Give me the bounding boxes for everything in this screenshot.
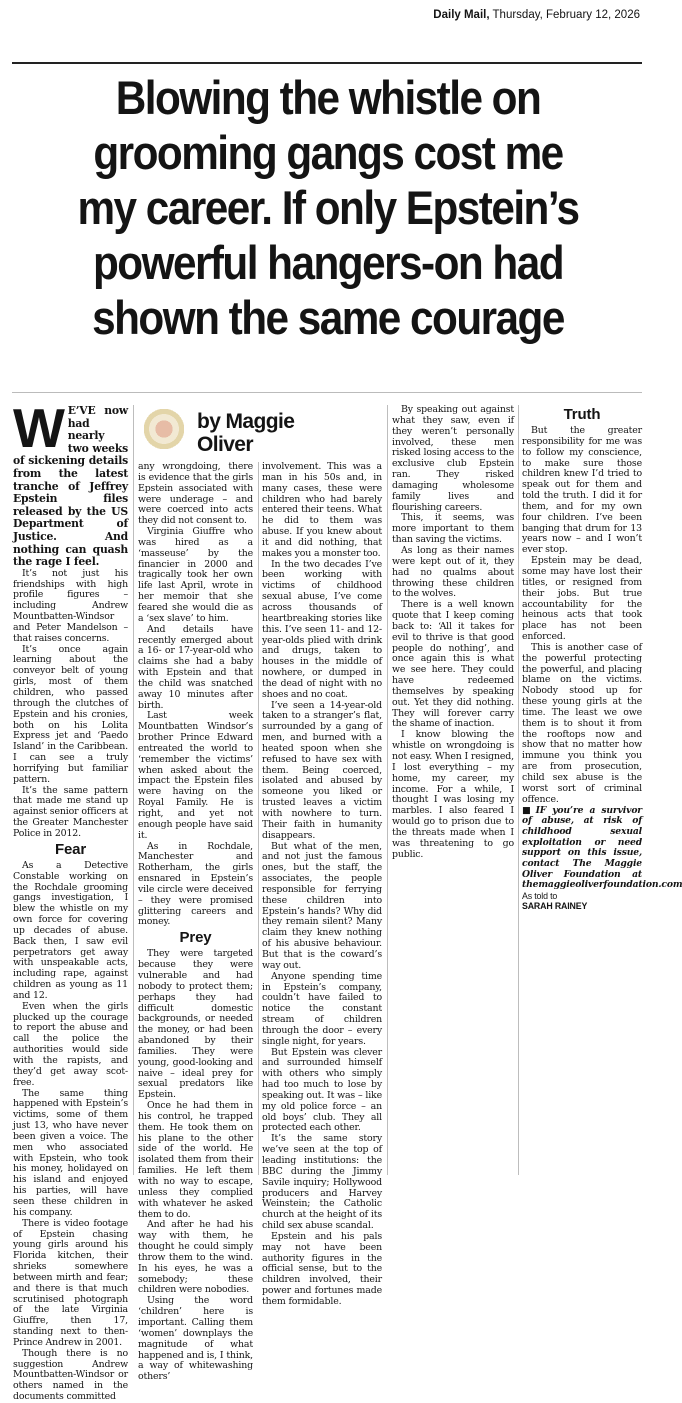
lead-paragraph	[13, 397, 128, 569]
paragraph: any wrongdoing, there is evidence that the girls Epstein associated with were underage – and were coerced into acts they did not consent to.	[138, 461, 253, 527]
paragraph: It’s not just his friendships with high profile figures – including Andrew Mountbatten-Windsor and Peter Mandelson – that raises concerns.	[13, 567, 128, 644]
paragraph: This, it seems, was more important to them than saving the victims.	[392, 512, 514, 546]
as-told-to	[522, 891, 642, 911]
paragraph: Though there is no suggestion Andrew Mountbatten-Windsor or others named in the documents committed	[13, 1347, 128, 1403]
support-note-text: IF you’re a survivor of abuse, at risk of childhood sexual exploitation or need support on this issue, contact The Maggie Oliver Foundation at themaggieoliverfoundation.com	[522, 804, 682, 891]
paragraph: There is video footage of Epstein chasing young girls around his Florida kitchen, their shrieks somewhere between mirth and fear; and there is that much scrutinised photograph of the late Virginia Giuffre, then 17, standing next to then-Prince Andrew in 2001.	[13, 1217, 128, 1348]
paragraph: They were targeted because they were vulnerable and had nobody to protect them; perhaps they had difficult domestic backgrounds, or needed the money, or had been abandoned by their families. They were young, good-looking and naive – ideal prey for sexual predators like Epstein.	[138, 948, 253, 1101]
paragraph: In the two decades I’ve been working with victims of childhood sexual abuse, I’ve come across thousands of heartbreaking stories like this. I’ve seen 11- and 12-year-olds plied with drink and drugs, taken to houses in the middle of nowhere, or dumped in the dead of night with no shoes and no coat.	[262, 558, 382, 700]
author-photo	[138, 406, 190, 456]
paragraph: Using the word ‘children’ here is important. Calling them ‘women’ downplays the magnitude of what happened and is, I think, a way of whitewashing others’	[138, 1295, 253, 1383]
paragraph: Epstein and his pals may not have been authority figures in the official sense, but to the children involved, their power and fortunes made them formidable.	[262, 1230, 382, 1307]
paragraph: There is a well known quote that I keep coming back to: ‘All it takes for evil to thrive is that good people do nothing’, and once again this is what we see here. They could have redeemed themselves by speaking out. Yet they did nothing. They will forever carry the shame of inaction.	[392, 599, 514, 730]
drop-cap: W	[13, 397, 65, 459]
subhead-truth: Truth	[563, 406, 601, 423]
headline-divider	[12, 392, 642, 393]
headline-line: Blowing the whistle on	[115, 71, 541, 124]
paragraph: This is another case of the powerful protecting the powerful, and placing blame on the victims. Nobody stood up for these young girls at the time. The least we owe them is to shout it from the rooftops now and show that no matter how immune you think you are from prosecution, child sex abuse is the worst sort of criminal offence.	[522, 641, 642, 805]
paragraph: Even when the girls plucked up the courage to report the abuse and call the police the authorities would side with the rapists, and they’d get away scot-free.	[13, 1000, 128, 1088]
byline-line-2: Oliver	[197, 433, 253, 456]
paragraph: I’ve seen a 14-year-old taken to a stranger’s flat, surrounded by a gang of men, and burned with a heated spoon when she refused to have sex with them. Being coerced, isolated and abused by someone you liked or trusted leaves a victim with nowhere to turn. Their faith in humanity disappears.	[262, 699, 382, 841]
article-column-1	[13, 397, 128, 1403]
subhead-fear: Fear	[54, 840, 87, 858]
support-note	[522, 804, 682, 892]
byline-line-1: by Maggie	[197, 410, 295, 433]
as-told-to-name: SARAH RAINEY	[522, 901, 588, 912]
headline	[45, 70, 610, 345]
masthead-paper: Daily Mail,	[433, 9, 490, 21]
paragraph: Epstein may be dead, some may have lost their titles, or resigned from their jobs. But true accountability for the heinous acts that took place has not been enforced.	[522, 555, 642, 643]
lead-text: E’VE now had nearly two weeks of sickening details from the latest tranche of Jeffrey Epstein files released by the US Department of Justice. And nothing can quash the rage I feel.	[13, 404, 128, 569]
headline-line: my career. If only Epstein’s	[77, 181, 579, 234]
paragraph: By speaking out against what they saw, even if they weren’t personally involved, these men risked losing access to the exclusive club Epstein ran. They risked damaging wholesome family lives and flourishing careers.	[392, 404, 514, 513]
article-column-4	[392, 405, 514, 860]
paragraph: I know blowing the whistle on wrongdoing is not easy. When I resigned, I lost everything – my home, my career, my income. For a while, I thought I was losing my marbles. I also feared I would go to prison due to the threats made when I was threatening to go public.	[392, 729, 514, 860]
paragraph: And details have recently emerged about a 16- or 17-year-old who claims she had a baby with Epstein and that the child was snatched away 10 minutes after birth.	[138, 623, 253, 711]
masthead-date: Thursday, February 12, 2026	[489, 9, 640, 21]
paragraph: Last week Mountbatten Windsor’s brother Prince Edward entreated the world to ‘remember the victims’ when asked about the impact the Epstein files were having on the Royal Family. He is right, and yet not enough people have said it.	[138, 710, 253, 841]
paragraph: It’s once again learning about the conveyor belt of young girls, most of them children, who passed through the clutches of Epstein and his cronies, both on his Lolita Express jet and ‘Paedo Island’ in the Caribbean. I can see a truly horrifying but familiar pattern.	[13, 643, 128, 785]
square-bullet-icon: ■	[522, 804, 534, 816]
paragraph: Once he had them in his control, he trapped them. He took them on his plane to the other side of the world. He isolated them from their families. He left them with no way to escape, unless they complied with whatever he asked them to do.	[138, 1100, 253, 1220]
paragraph: As a Detective Constable working on the Rochdale grooming gangs investigation, I blew the whistle on my own force for covering up decades of abuse. Back then, I saw evil perpetrators get away with unspeakable acts, including rape, against children as young as 11 and 12.	[13, 859, 128, 1001]
masthead	[433, 9, 640, 21]
column-rule	[133, 405, 134, 1175]
subhead-prey: Prey	[179, 929, 212, 947]
top-rule	[12, 62, 642, 64]
headline-line: powerful hangers-on had	[92, 236, 564, 289]
paragraph: But the greater responsibility for me was to follow my conscience, to make sure those children knew I’d tried to speak out for them and told the truth. I did it for them, and for my own four children. I’ve been banging that drum for 13 years now – and I won’t ever stop.	[522, 425, 642, 556]
headline-line: grooming gangs cost me	[93, 126, 563, 179]
paragraph: As long as their names were kept out of it, they had no qualms about throwing these children to the wolves.	[392, 544, 514, 600]
paragraph: It’s the same pattern that made me stand up against senior officers at the Greater Manchester Police in 2012.	[13, 784, 128, 839]
article-column-5	[522, 405, 682, 912]
column-rule	[518, 405, 519, 1175]
headline-line: shown the same courage	[92, 291, 564, 344]
paragraph: And after he had his way with them, he thought he could simply throw them to the wind. In his eyes, he was a somebody; these children were nobodies.	[138, 1219, 253, 1296]
paragraph: Anyone spending time in Epstein’s company, couldn’t have failed to notice the constant stream of children through the door – every single night, for years.	[262, 970, 382, 1047]
paragraph: Virginia Giuffre who was hired as a ‘masseuse’ by the financier in 2000 and tragically took her own life last April, wrote in her memoir that she feared she would die as a ‘sex slave’ to him.	[138, 526, 253, 624]
article-column-2	[138, 462, 253, 1383]
paragraph: It’s the same story we’ve seen at the top of leading institutions: the BBC during the Jimmy Savile inquiry; Hollywood producers and Harvey Weinstein; the Catholic church at the height of its child sex abuse scandal.	[262, 1133, 382, 1232]
byline	[197, 410, 294, 456]
as-told-to-label: As told to	[522, 891, 558, 902]
paragraph: But what of the men, and not just the famous ones, but the staff, the associates, the people responsible for ferrying these children into Epstein’s hands? Why did they remain silent? Many claim they knew nothing of his abusive behaviour. But that is the coward’s way out.	[262, 840, 382, 971]
column-rule	[258, 462, 259, 1175]
paragraph: But Epstein was clever and surrounded himself with others who simply had too much to lose by speaking out. It was – like my old police force – an old boys’ club. They all protected each other.	[262, 1046, 382, 1134]
column-rule	[387, 405, 388, 1175]
paragraph: As in Rochdale, Manchester and Rotherham, the girls ensnared in Epstein’s vile circle were deceived – they were promised glittering careers and money.	[138, 840, 253, 928]
paragraph: The same thing happened with Epstein’s victims, some of them just 13, who have never been given a voice. The men who associated with Epstein, who took his money, holidayed on his island and enjoyed his parties, will have seen these children in his company.	[13, 1087, 128, 1218]
paragraph: involvement. This was a man in his 50s and, in many cases, these were children who had barely entered their teens. What he did to them was abuse. If you knew about it and did nothing, that makes you a monster too.	[262, 461, 382, 559]
article-column-3	[262, 462, 382, 1308]
